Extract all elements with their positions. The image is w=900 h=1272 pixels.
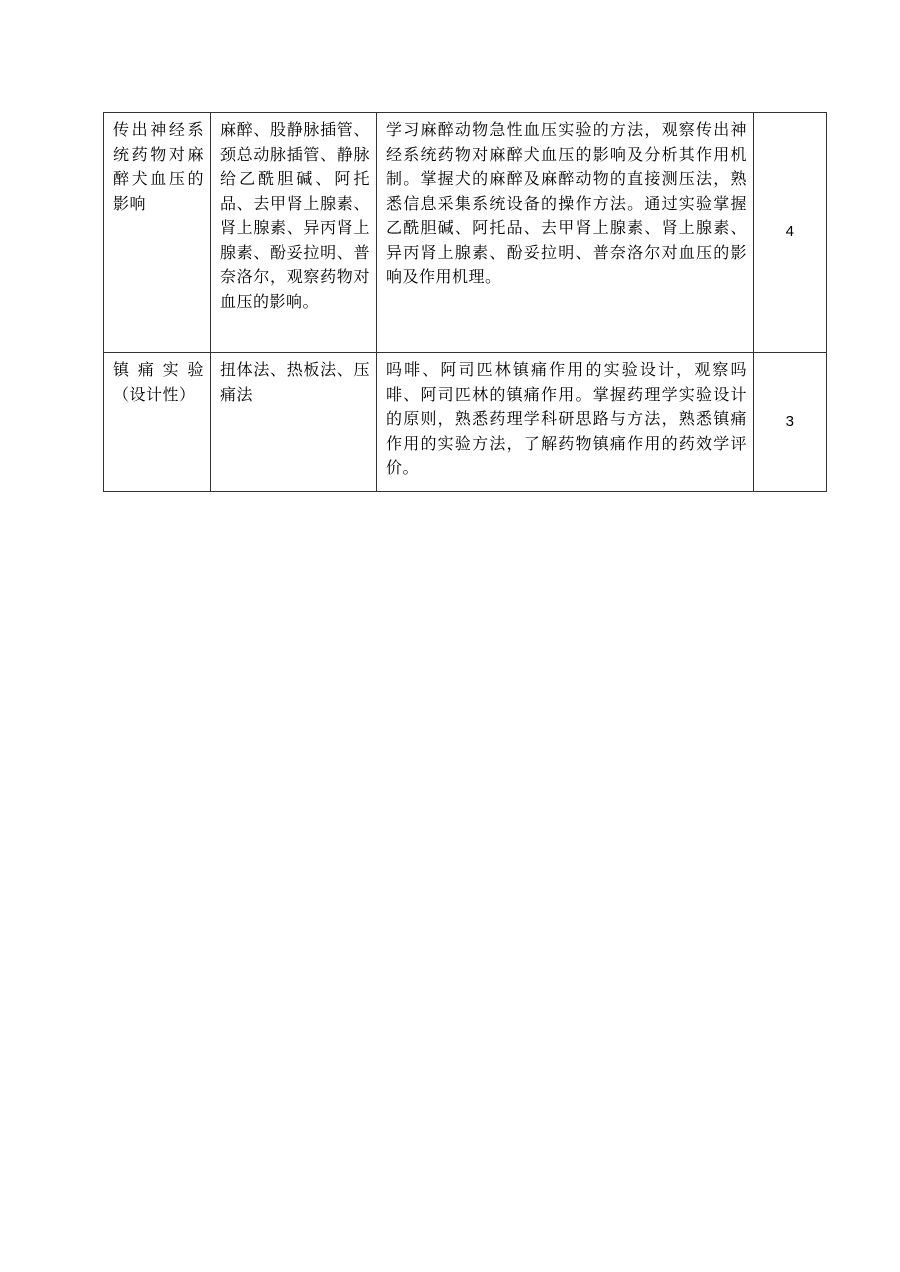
table-row <box>104 353 827 492</box>
experiment-table <box>103 112 827 492</box>
experiment-hours-cell: 4 <box>754 113 827 353</box>
table-row <box>104 113 827 353</box>
experiment-methods-cell: 麻醉、股静脉插管、颈总动脉插管、静脉给乙酰胆碱、阿托品、去甲肾上腺素、肾上腺素、异丙肾上腺素、酚妥拉明、普奈洛尔，观察药物对血压的影响。 <box>211 113 377 353</box>
experiment-name-cell: 传出神经系统药物对麻醉犬血压的影响 <box>104 113 211 353</box>
experiment-methods-cell: 扭体法、热板法、压痛法 <box>211 353 377 492</box>
experiment-name-cell: 镇痛实验（设计性） <box>104 353 211 492</box>
experiment-hours-cell: 3 <box>754 353 827 492</box>
experiment-description-cell: 吗啡、阿司匹林镇痛作用的实验设计，观察吗啡、阿司匹林的镇痛作用。掌握药理学实验设计的原则，熟悉药理学科研思路与方法，熟悉镇痛作用的实验方法，了解药物镇痛作用的药效学评价。 <box>377 353 754 492</box>
experiment-description-cell: 学习麻醉动物急性血压实验的方法，观察传出神经系统药物对麻醉犬血压的影响及分析其作用机制。掌握犬的麻醉及麻醉动物的直接测压法，熟悉信息采集系统设备的操作方法。通过实验掌握乙酰胆碱、阿托品、去甲肾上腺素、肾上腺素、异丙肾上腺素、酚妥拉明、普奈洛尔对血压的影响及作用机理。 <box>377 113 754 353</box>
